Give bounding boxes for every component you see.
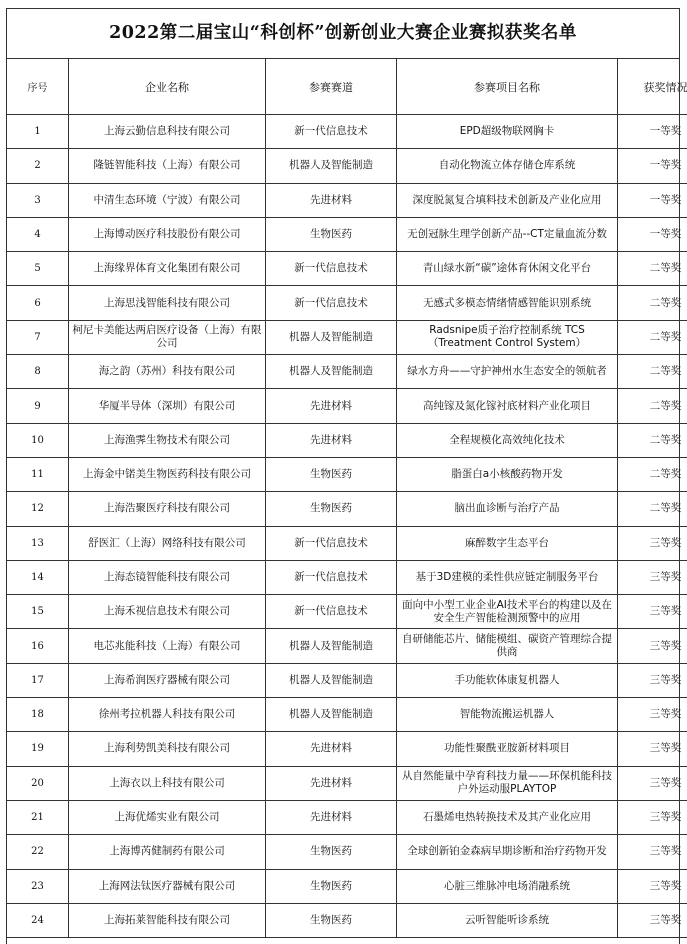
row-track: 机器人及智能制造 (266, 320, 397, 354)
header-project: 参赛项目名称 (397, 59, 618, 115)
row-track: 先进材料 (266, 389, 397, 423)
row-track: 生物医药 (266, 903, 397, 937)
row-company: 上海缘界体育文化集团有限公司 (69, 252, 266, 286)
row-award: 三等奖 (618, 560, 687, 594)
table-row (7, 663, 687, 697)
header-track: 参赛赛道 (266, 59, 397, 115)
row-no: 6 (7, 286, 69, 320)
table-row (7, 492, 687, 526)
table-body (7, 115, 687, 938)
row-track: 新一代信息技术 (266, 595, 397, 629)
row-award: 二等奖 (618, 492, 687, 526)
row-company: 舒医汇（上海）网络科技有限公司 (69, 526, 266, 560)
row-no: 5 (7, 252, 69, 286)
row-project: 石墨烯电热转换技术及其产业化应用 (397, 800, 618, 834)
row-track: 生物医药 (266, 835, 397, 869)
row-company: 上海渔霁生物技术有限公司 (69, 423, 266, 457)
row-no: 17 (7, 663, 69, 697)
row-company: 中清生态环境（宁波）有限公司 (69, 183, 266, 217)
row-company: 柯尼卡美能达两启医疗设备（上海）有限公司 (69, 320, 266, 354)
row-award: 三等奖 (618, 869, 687, 903)
row-company: 上海网法钛医疗器械有限公司 (69, 869, 266, 903)
row-company: 上海博芮健制药有限公司 (69, 835, 266, 869)
row-company: 上海云勤信息科技有限公司 (69, 115, 266, 149)
row-company: 上海拓莱智能科技有限公司 (69, 903, 266, 937)
header-award: 获奖情况 (618, 59, 687, 115)
row-project: 麻醉数字生态平台 (397, 526, 618, 560)
row-company: 华厦半导体（深圳）有限公司 (69, 389, 266, 423)
table-row (7, 903, 687, 937)
row-no: 10 (7, 423, 69, 457)
row-company: 上海希润医疗器械有限公司 (69, 663, 266, 697)
row-track: 机器人及智能制造 (266, 355, 397, 389)
table-row (7, 286, 687, 320)
table-row (7, 149, 687, 183)
row-no: 4 (7, 217, 69, 251)
table-row (7, 629, 687, 663)
table-row (7, 423, 687, 457)
table-row (7, 698, 687, 732)
row-project: 高纯镓及氮化镓衬底材料产业化项目 (397, 389, 618, 423)
award-table (7, 59, 687, 938)
row-no: 3 (7, 183, 69, 217)
row-award: 一等奖 (618, 183, 687, 217)
row-project: 无创冠脉生理学创新产品--CT定量血流分数 (397, 217, 618, 251)
row-track: 新一代信息技术 (266, 526, 397, 560)
row-award: 三等奖 (618, 663, 687, 697)
row-award: 三等奖 (618, 800, 687, 834)
row-no: 15 (7, 595, 69, 629)
row-project: 基于3D建模的柔性供应链定制服务平台 (397, 560, 618, 594)
table-row (7, 355, 687, 389)
row-no: 9 (7, 389, 69, 423)
table-row (7, 457, 687, 491)
table-header-row (7, 59, 687, 115)
row-no: 13 (7, 526, 69, 560)
table-row (7, 320, 687, 354)
header-no: 序号 (7, 59, 69, 115)
row-no: 20 (7, 766, 69, 800)
row-company: 电芯兆能科技（上海）有限公司 (69, 629, 266, 663)
row-no: 22 (7, 835, 69, 869)
row-award: 三等奖 (618, 903, 687, 937)
row-award: 三等奖 (618, 732, 687, 766)
row-track: 机器人及智能制造 (266, 698, 397, 732)
row-track: 生物医药 (266, 457, 397, 491)
row-project: 青山绿水新“碳”途体育休闲文化平台 (397, 252, 618, 286)
row-track: 新一代信息技术 (266, 115, 397, 149)
row-track: 生物医药 (266, 869, 397, 903)
row-track: 生物医药 (266, 492, 397, 526)
row-track: 新一代信息技术 (266, 252, 397, 286)
row-project: 全程规模化高效纯化技术 (397, 423, 618, 457)
row-project: 云听智能听诊系统 (397, 903, 618, 937)
row-track: 机器人及智能制造 (266, 149, 397, 183)
header-company: 企业名称 (69, 59, 266, 115)
row-no: 21 (7, 800, 69, 834)
row-company: 上海衣以上科技有限公司 (69, 766, 266, 800)
table-row (7, 869, 687, 903)
row-company: 上海金中锘美生物医药科技有限公司 (69, 457, 266, 491)
row-track: 机器人及智能制造 (266, 629, 397, 663)
table-row (7, 732, 687, 766)
row-project: Radsnipe质子治疗控制系统 TCS（Treatment Control System） (397, 320, 618, 354)
row-company: 隆链智能科技（上海）有限公司 (69, 149, 266, 183)
row-award: 一等奖 (618, 115, 687, 149)
row-project: 全球创新铂金森病早期诊断和治疗药物开发 (397, 835, 618, 869)
page-title: 2022第二届宝山“科创杯”创新创业大赛企业赛拟获奖名单 (7, 9, 679, 59)
row-track: 新一代信息技术 (266, 560, 397, 594)
row-award: 二等奖 (618, 320, 687, 354)
row-project: 脑出血诊断与治疗产品 (397, 492, 618, 526)
row-track: 先进材料 (266, 800, 397, 834)
row-no: 8 (7, 355, 69, 389)
row-track: 先进材料 (266, 732, 397, 766)
row-award: 二等奖 (618, 389, 687, 423)
row-award: 二等奖 (618, 286, 687, 320)
row-project: 绿水方舟——守护神州水生态安全的领航者 (397, 355, 618, 389)
row-no: 1 (7, 115, 69, 149)
row-award: 一等奖 (618, 149, 687, 183)
row-no: 24 (7, 903, 69, 937)
award-list-sheet (6, 8, 687, 944)
table-row (7, 115, 687, 149)
row-project: 脂蛋白a小核酸药物开发 (397, 457, 618, 491)
row-company: 海之韵（苏州）科技有限公司 (69, 355, 266, 389)
table-row (7, 217, 687, 251)
row-project: 面向中小型工业企业AI技术平台的构建以及在安全生产智能检测预警中的应用 (397, 595, 618, 629)
row-no: 2 (7, 149, 69, 183)
table-row (7, 800, 687, 834)
row-award: 三等奖 (618, 526, 687, 560)
row-no: 23 (7, 869, 69, 903)
table-row (7, 595, 687, 629)
row-track: 生物医药 (266, 217, 397, 251)
row-no: 12 (7, 492, 69, 526)
row-company: 上海浩聚医疗科技有限公司 (69, 492, 266, 526)
row-track: 新一代信息技术 (266, 286, 397, 320)
table-row (7, 183, 687, 217)
row-no: 18 (7, 698, 69, 732)
row-company: 上海态镜智能科技有限公司 (69, 560, 266, 594)
row-company: 上海优烯实业有限公司 (69, 800, 266, 834)
row-no: 16 (7, 629, 69, 663)
row-project: 智能物流搬运机器人 (397, 698, 618, 732)
row-project: 手功能软体康复机器人 (397, 663, 618, 697)
row-company: 上海思浅智能科技有限公司 (69, 286, 266, 320)
row-track: 机器人及智能制造 (266, 663, 397, 697)
row-project: 功能性聚酰亚胺新材料项目 (397, 732, 618, 766)
row-project: 无感式多模态情绪情感智能识别系统 (397, 286, 618, 320)
row-award: 二等奖 (618, 423, 687, 457)
row-award: 二等奖 (618, 457, 687, 491)
row-project: 深度脱氮复合填料技术创新及产业化应用 (397, 183, 618, 217)
row-project: 心脏三维脉冲电场消融系统 (397, 869, 618, 903)
table-row (7, 389, 687, 423)
row-award: 二等奖 (618, 355, 687, 389)
row-no: 19 (7, 732, 69, 766)
table-row (7, 835, 687, 869)
row-no: 14 (7, 560, 69, 594)
row-project: EPD超级物联网胸卡 (397, 115, 618, 149)
row-company: 徐州考拉机器人科技有限公司 (69, 698, 266, 732)
table-row (7, 252, 687, 286)
row-track: 先进材料 (266, 423, 397, 457)
row-award: 一等奖 (618, 217, 687, 251)
row-company: 上海博动医疗科技股份有限公司 (69, 217, 266, 251)
row-award: 三等奖 (618, 595, 687, 629)
row-project: 自研储能芯片、储能模组、碳资产管理综合提供商 (397, 629, 618, 663)
row-no: 7 (7, 320, 69, 354)
row-award: 二等奖 (618, 252, 687, 286)
row-track: 先进材料 (266, 183, 397, 217)
row-project: 从自然能量中孕育科技力量——环保机能科技户外运动服PLAYTOP (397, 766, 618, 800)
table-row (7, 526, 687, 560)
row-award: 三等奖 (618, 835, 687, 869)
row-project: 自动化物流立体存储仓库系统 (397, 149, 618, 183)
row-no: 11 (7, 457, 69, 491)
row-award: 三等奖 (618, 766, 687, 800)
row-award: 三等奖 (618, 698, 687, 732)
table-row (7, 560, 687, 594)
row-award: 三等奖 (618, 629, 687, 663)
table-row (7, 766, 687, 800)
row-track: 先进材料 (266, 766, 397, 800)
row-company: 上海禾视信息技术有限公司 (69, 595, 266, 629)
row-company: 上海利势凯美科技有限公司 (69, 732, 266, 766)
